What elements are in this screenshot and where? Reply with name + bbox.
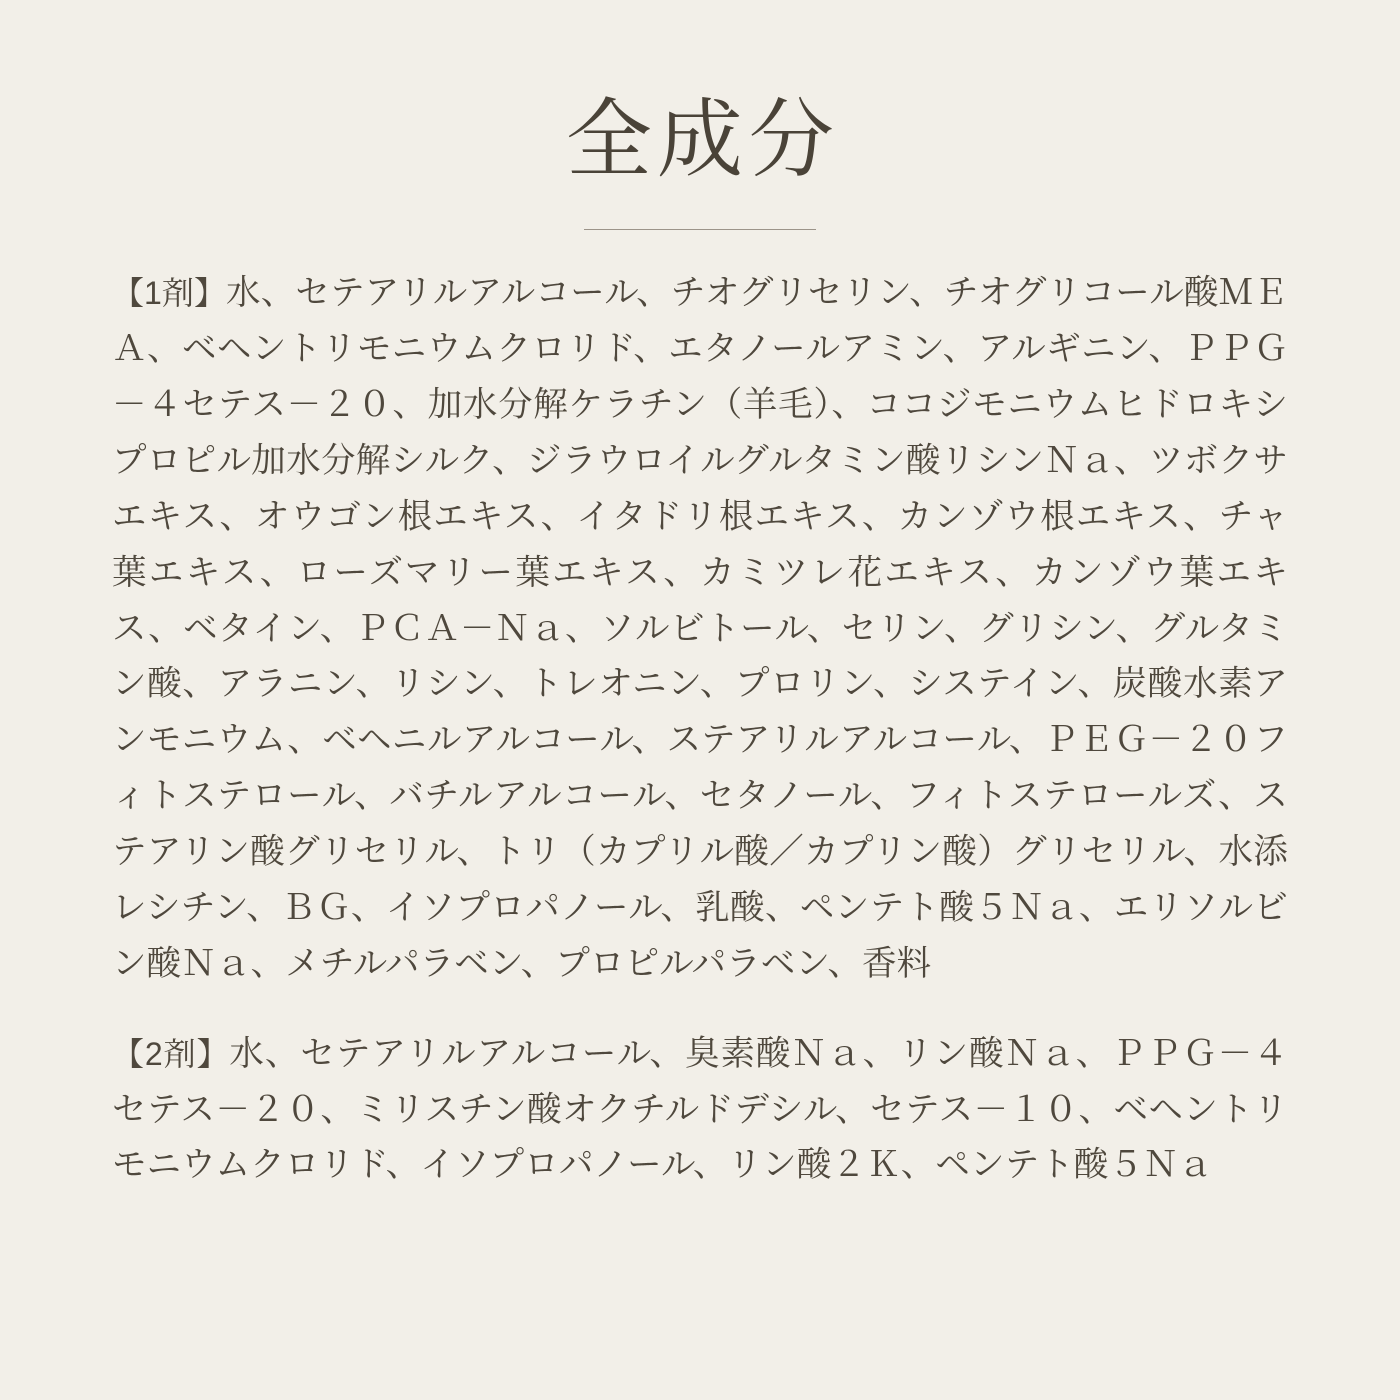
part1-text: 水、セテアリルアルコール、チオグリセリン、チオグリコール酸ＭＥＡ、ベヘントリモニウムクロリド、エタノールアミン、アルギニン、ＰＰＧ－４セテス－２０、加水分解ケラチン（羊毛）、ココジモニウムヒドロキシプロピル加水分解シルク、ジラウロイルグルタミン酸リシンＮａ、ツボクサエキス、オウゴン根エキス、イタドリ根エキス、カンゾウ根エキス、チャ葉エキス、ローズマリー葉エキス、カミツレ花エキス、カンゾウ葉エキス、ベタイン、ＰＣＡ－Ｎａ、ソルビトール、セリン、グリシン、グルタミン酸、アラニン、リシン、トレオニン、プロリン、システイン、炭酸水素アンモニウム、ベヘニルアルコール、ステアリルアルコール、ＰＥＧ－２０フィトステロール、バチルアルコール、セタノール、フィトステロールズ、ステアリン酸グリセリル、トリ（カプリル酸／カプリン酸）グリセリル、水添レシチン、ＢＧ、イソプロパノール、乳酸、ペンテト酸５Ｎａ、エリソルビン酸Ｎａ、メチルパラベン、プロピルパラベン、香料 (112, 274, 1288, 983)
ingredient-paragraph-part1 (112, 266, 1288, 992)
page-title: 全成分 (565, 92, 840, 188)
part1-label: 【1剤】 (112, 275, 227, 312)
title-block (112, 92, 1288, 230)
ingredient-paragraph-part2 (112, 1027, 1288, 1195)
part2-label: 【2剤】 (112, 1035, 230, 1072)
ingredients-list (112, 266, 1288, 1194)
title-divider (584, 229, 816, 230)
part2-text: 水、セテアリルアルコール、臭素酸Ｎａ、リン酸Ｎａ、ＰＰＧ－４セテス－２０、ミリスチン酸オクチルドデシル、セテス－１０、ベヘントリモニウムクロリド、イソプロパノール、リン酸２Ｋ、ペンテト酸５Ｎａ (112, 1034, 1288, 1185)
